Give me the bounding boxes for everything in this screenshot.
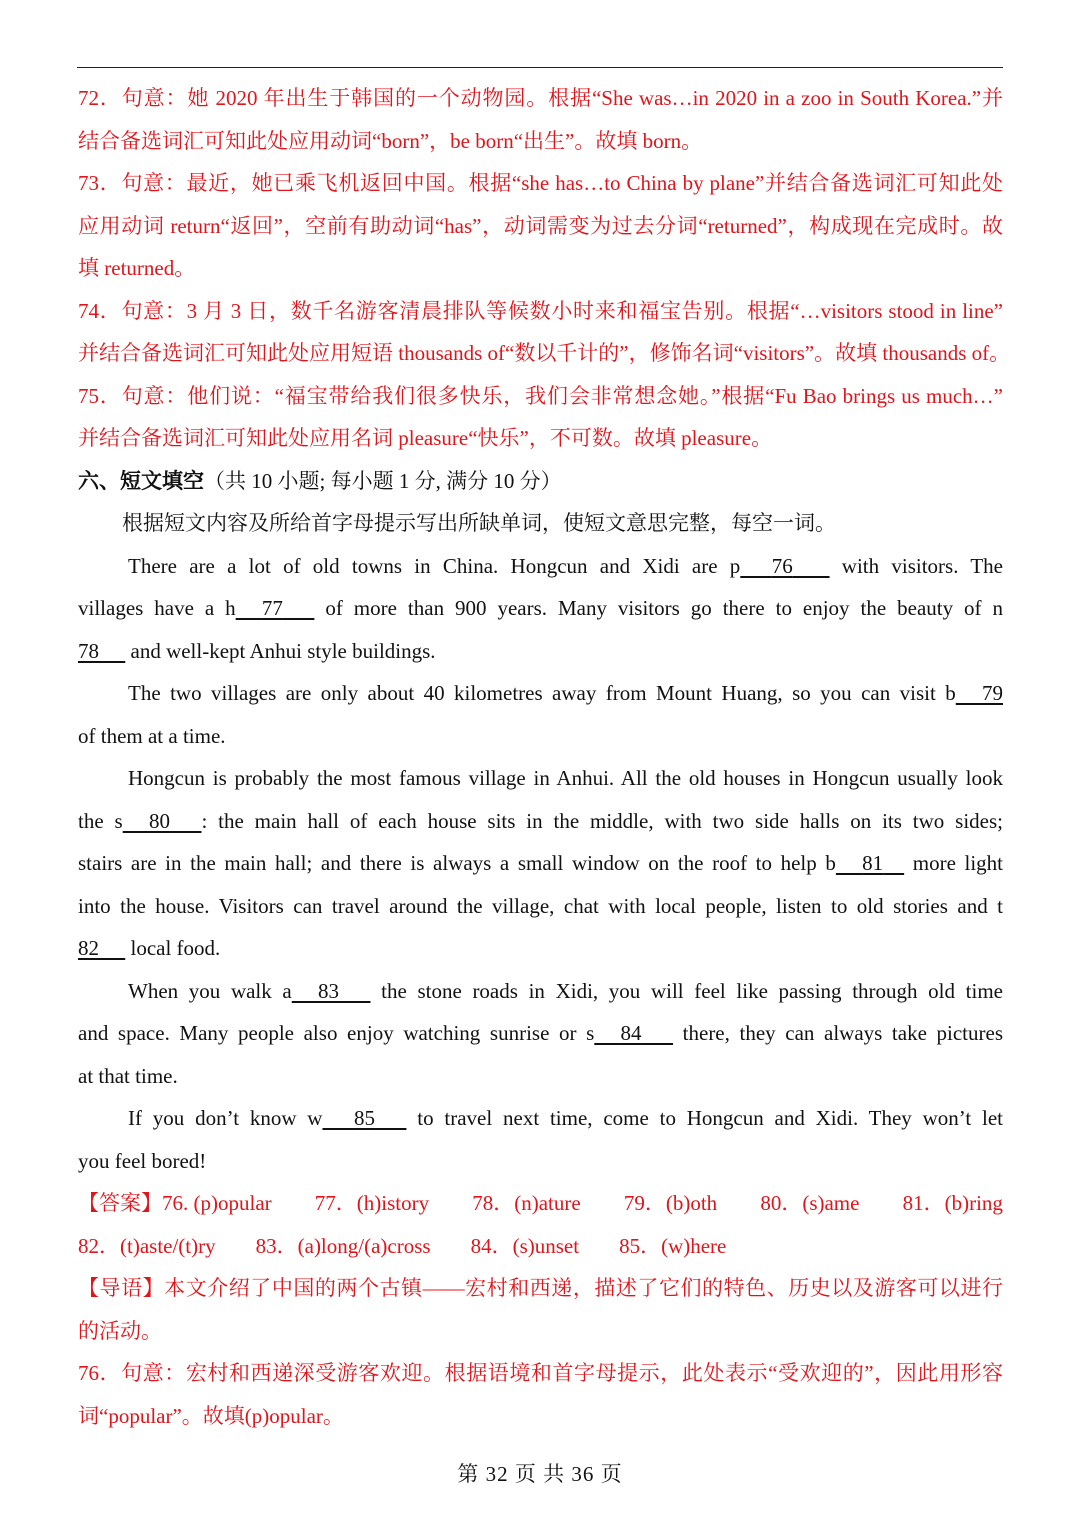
explanation-74-line1: 74．句意：3 月 3 日，数千名游客清晨排队等候数小时来和福宝告别。根据“…visitors stood in line” — [78, 298, 1003, 323]
explanation-75-line1: 75．句意：他们说：“福宝带给我们很多快乐，我们会非常想念她。”根据“Fu Bao brings us much…” — [78, 383, 1003, 408]
page-content — [78, 77, 1011, 1437]
passage-line: 82 local food. — [78, 927, 1003, 970]
blank-84[interactable]: 84 — [620, 1021, 642, 1045]
explanation-72-line1: 72．句意：她 2020 年出生于韩国的一个动物园。根据“She was…in 2020 in a zoo in South Korea.”并 — [78, 86, 1003, 110]
answer-item: 77．(h)istory — [314, 1191, 430, 1215]
answer-item: 78．(n)ature — [472, 1191, 581, 1215]
blank-76[interactable]: 76 — [771, 553, 793, 578]
passage-line: stairs are in the main hall; and there is always a small window on the roof to help b 81 more light — [78, 842, 1003, 885]
section-instruction: 根据短文内容及所给首字母提示写出所缺单词，使短文意思完整，每空一词。 — [122, 511, 836, 535]
answer-item: 83．(a)long/(a)cross — [255, 1233, 431, 1258]
passage-line: the s 80 : the main hall of each house sits in the middle, with two side halls on its two sides; — [78, 800, 1003, 843]
answer-item: 84．(s)unset — [470, 1233, 580, 1258]
blank-85[interactable]: 85 — [353, 1106, 375, 1130]
section-heading — [78, 460, 1003, 503]
passage-line: and space. Many people also enjoy watching sunrise or s 84 there, they can always take pictures — [78, 1012, 1003, 1055]
passage-line: villages have a h 77 of more than 900 years. Many visitors go there to enjoy the beauty of n — [78, 587, 1003, 630]
explanation-74-line2: 并结合备选词汇可知此处应用短语 thousands of“数以千计的”，修饰名词“visitors”。故填 thousands of。 — [78, 341, 1011, 365]
answer-item: 79．(b)oth — [623, 1191, 718, 1215]
blank-81[interactable]: 81 — [862, 851, 884, 875]
guide-line1: 【导语】本文介绍了中国的两个古镇——宏村和西递，描述了它们的特色、历史以及游客可以进行 — [78, 1276, 1004, 1300]
answer-item: 81．(b)ring — [902, 1191, 1003, 1215]
passage-line: The two villages are only about 40 kilometres away from Mount Huang, so you can visit b 79 — [78, 672, 1003, 715]
explanation-72-line2: 结合备选词汇可知此处应用动词“born”，be born“出生”。故填 born。 — [78, 128, 703, 153]
passage-line: into the house. Visitors can travel around the village, chat with local people, listen to old stories and t — [78, 893, 1003, 918]
explanation-73-line1: 73．句意：最近，她已乘飞机返回中国。根据“she has…to China by plane”并结合备选词汇可知此处 — [78, 171, 1003, 195]
guide-line2: 的活动。 — [78, 1318, 162, 1343]
passage-line: Hongcun is probably the most famous village in Anhui. All the old houses in Hongcun usually look — [128, 766, 1003, 790]
explanation-73-line2: 应用动词 return“返回”，空前有助动词“has”，动词需变为过去分词“returned”，构成现在完成时。故 — [78, 213, 1003, 238]
explanation-76-line1: 76．句意：宏村和西递深受游客欢迎。根据语境和首字母提示，此处表示“受欢迎的”，因此用形容 — [78, 1361, 1003, 1385]
section-title: 六、短文填空 — [78, 468, 204, 493]
guide-label: 【导语】 — [78, 1276, 165, 1300]
blank-78[interactable]: 78 — [78, 638, 99, 663]
passage-line: 78 and well-kept Anhui style buildings. — [78, 630, 1003, 673]
explanation-73-line3: 填 returned。 — [78, 256, 196, 280]
blank-80[interactable]: 80 — [148, 808, 170, 833]
answer-item: 80．(s)ame — [760, 1191, 860, 1215]
passage-line: you feel bored! — [78, 1148, 207, 1173]
page-footer: 第 32 页 共 36 页 — [457, 1462, 623, 1486]
explanation-76-line2: 词“popular”。故填(p)opular。 — [78, 1403, 344, 1428]
header-rule — [77, 67, 1003, 68]
answer-item: 82．(t)aste/(t)ry — [78, 1233, 216, 1258]
passage-line: at that time. — [78, 1063, 178, 1088]
blank-83[interactable]: 83 — [318, 978, 339, 1003]
blank-77[interactable]: 77 — [261, 596, 283, 620]
passage-line: When you walk a 83 the stone roads in Xidi, you will feel like passing through old time — [78, 970, 1003, 1013]
passage-line: There are a lot of old towns in China. Hongcun and Xidi are p 76 with visitors. The — [78, 545, 1003, 588]
blank-79[interactable]: 79 — [982, 681, 1003, 705]
explanation-75-line2: 并结合备选词汇可知此处应用名词 pleasure“快乐”，不可数。故填 pleasure。 — [78, 426, 773, 450]
answer-row-2 — [78, 1225, 1003, 1268]
answer-row-1 — [78, 1182, 1003, 1225]
answer-item: 【答案】76. (p)opular — [78, 1191, 272, 1215]
passage-line: of them at a time. — [78, 723, 226, 748]
answer-item: 85．(w)here — [619, 1233, 727, 1258]
section-note: （共 10 小题; 每小题 1 分, 满分 10 分） — [204, 468, 562, 493]
passage-line: If you don’t know w 85 to travel next time, come to Hongcun and Xidi. They won’t let — [78, 1097, 1003, 1140]
blank-82[interactable]: 82 — [78, 936, 99, 960]
answer-label: 【答案】 — [78, 1191, 162, 1215]
